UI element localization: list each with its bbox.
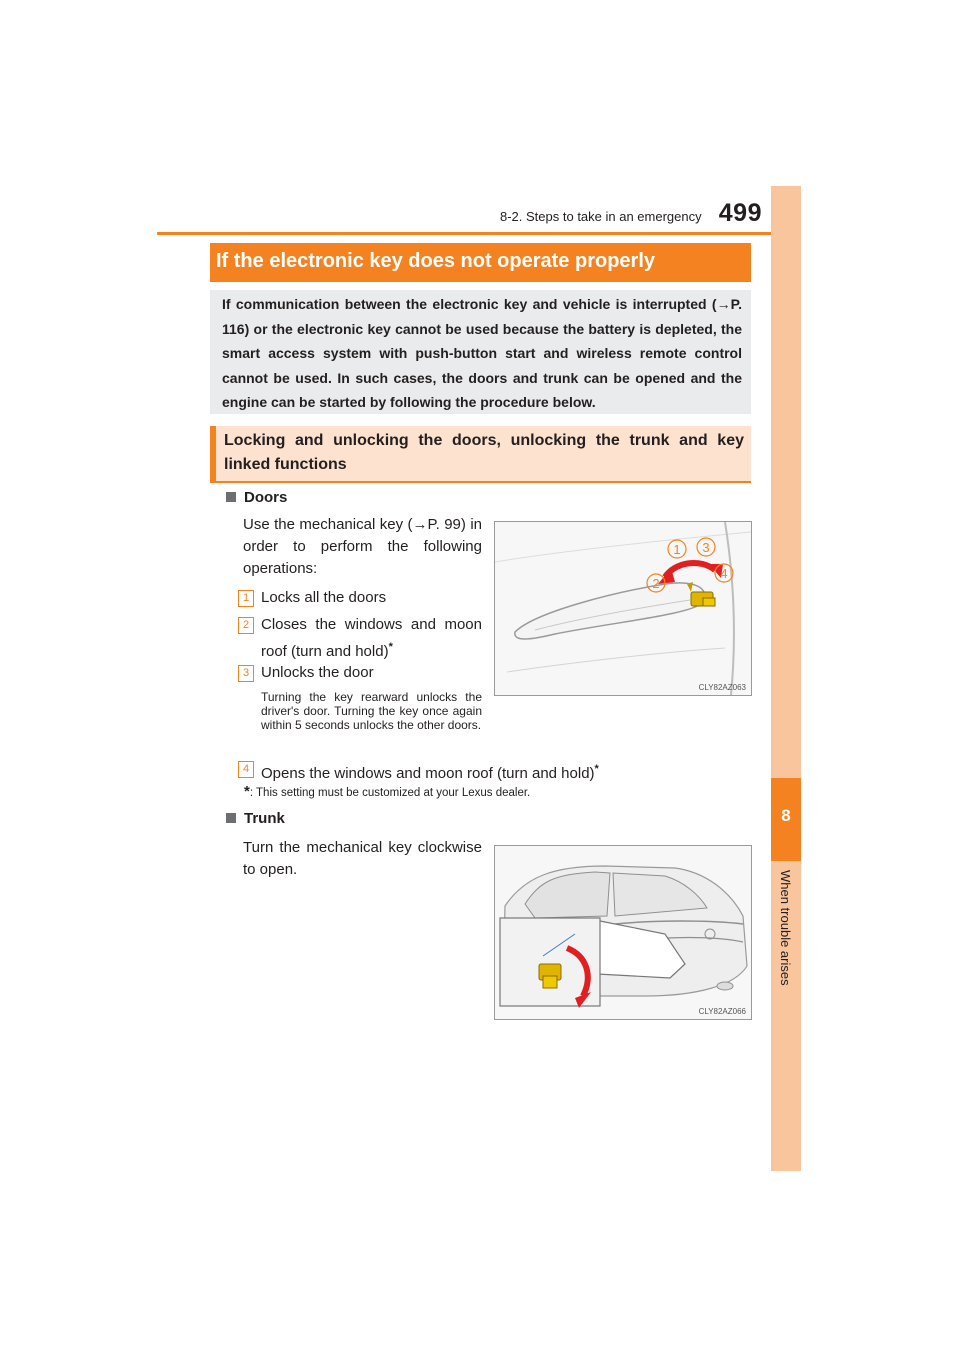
step-2-text: Closes the windows and moon roof (turn and hold) — [261, 616, 482, 660]
trunk-illustration — [495, 846, 751, 1019]
chapter-side-tab — [771, 186, 801, 1171]
figure-code: CLY82AZ066 — [698, 1007, 746, 1016]
svg-text:3: 3 — [702, 540, 710, 555]
step-4-text-container — [261, 758, 599, 785]
page-number: 499 — [718, 199, 762, 227]
step-number-4-label: 4 — [242, 763, 250, 775]
running-header-section: 8-2. Steps to take in an emergency — [500, 209, 702, 224]
trunk-heading-label: Trunk — [244, 810, 285, 827]
step-3-note: Turning the key rearward unlocks the driver's door. Turning the key once again within 5 seconds unlocks the other doors. — [261, 690, 482, 732]
step-4-text: Opens the windows and moon roof (turn and hold) — [261, 765, 595, 782]
intro-text: If communication between the electronic key and vehicle is interrupted (→P. 116) or the electronic key cannot be used because the battery is depleted, the smart access system with push-button start and wireless remote control cannot be used. In such cases, the doors and trunk can be opened and the engine can be started by following the procedure below. — [222, 296, 742, 410]
step-number-2-label: 2 — [242, 619, 250, 631]
svg-text:1: 1 — [673, 542, 681, 557]
step-4-asterisk: * — [594, 763, 599, 775]
svg-text:4: 4 — [720, 566, 728, 581]
doors-heading — [226, 489, 287, 506]
figure-code: CLY82AZ063 — [698, 683, 746, 692]
doors-heading-label: Doors — [244, 489, 288, 506]
step-number-1: 1 — [238, 590, 254, 607]
footnote-text: : This setting must be customized at your Lexus dealer. — [249, 787, 531, 799]
chapter-number: 8 — [781, 806, 791, 825]
step-number-2 — [238, 617, 254, 634]
square-bullet-icon — [226, 813, 236, 823]
subsection-underline — [210, 481, 751, 483]
step-2-asterisk: * — [388, 641, 393, 653]
subsection-accent-bar — [210, 426, 216, 482]
step-3-text: Unlocks the door — [261, 664, 374, 681]
trunk-figure — [494, 845, 752, 1020]
step-number-3-label: 3 — [242, 667, 250, 679]
section-title: If the electronic key does not operate properly — [216, 250, 656, 272]
footnote — [244, 783, 530, 801]
svg-text:2: 2 — [652, 576, 660, 591]
step-1-text: Locks all the doors — [261, 589, 387, 606]
step-2-text-container — [261, 614, 482, 663]
chapter-label-container — [771, 870, 801, 1000]
door-handle-figure — [494, 521, 752, 696]
chapter-label: When trouble arises — [778, 870, 793, 986]
subsection-title: Locking and unlocking the doors, unlocking the trunk and key linked functions — [224, 432, 744, 473]
square-bullet-icon — [226, 492, 236, 502]
step-number-4 — [238, 761, 254, 778]
trunk-heading — [226, 810, 285, 827]
trunk-body: Turn the mechanical key clockwise to open. — [243, 839, 482, 878]
header-rule — [157, 232, 800, 235]
doors-body: Use the mechanical key (→P. 99) in order to perform the following operations: — [243, 516, 482, 577]
step-number-3 — [238, 665, 254, 682]
footnote-mark: * — [244, 783, 250, 800]
door-handle-illustration — [495, 522, 751, 695]
